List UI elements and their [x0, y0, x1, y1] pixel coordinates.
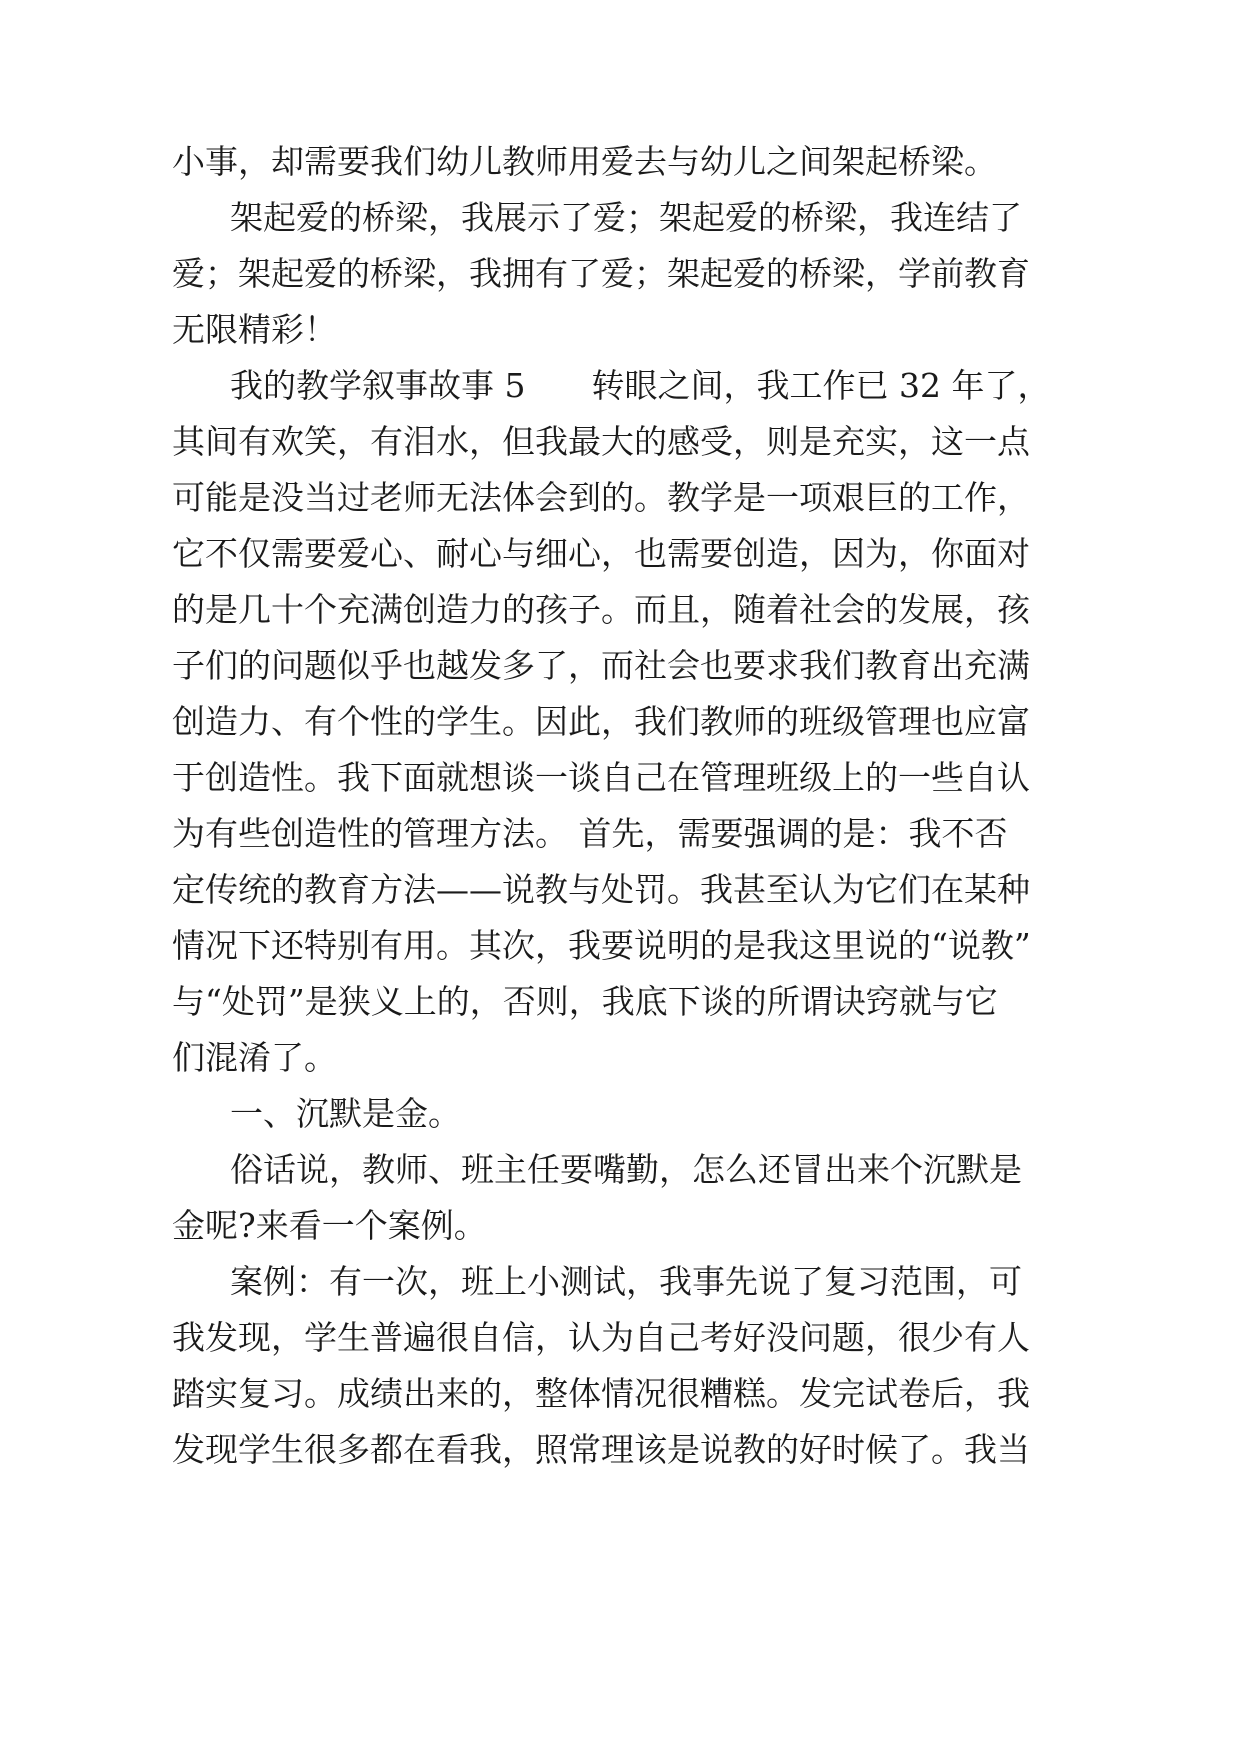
text-line-21: 案例：有一次，班上小测试，我事先说了复习范围，可 [230, 1262, 1022, 1301]
text-line-8: 它不仅需要爱心、耐心与细心，也需要创造，因为，你面对 [172, 534, 1030, 573]
text-line-14: 定传统的教育方法——说教与处罚。我甚至认为它们在某种 [172, 870, 1030, 909]
text-line-4: 无限精彩！ [172, 310, 337, 349]
text-line-12: 于创造性。我下面就想谈一谈自己在管理班级上的一些自认 [172, 758, 1030, 797]
text-line-2: 架起爱的桥梁，我展示了爱；架起爱的桥梁，我连结了 [230, 198, 1022, 237]
text-line-11: 创造力、有个性的学生。因此，我们教师的班级管理也应富 [172, 702, 1030, 741]
text-line-19: 俗话说，教师、班主任要嘴勤，怎么还冒出来个沉默是 [230, 1150, 1022, 1189]
text-line-22: 我发现，学生普遍很自信，认为自己考好没问题，很少有人 [172, 1318, 1030, 1357]
text-line-23: 踏实复习。成绩出来的，整体情况很糟糕。发完试卷后，我 [172, 1374, 1030, 1413]
text-line-6: 其间有欢笑，有泪水，但我最大的感受，则是充实，这一点 [172, 422, 1030, 461]
text-line-13: 为有些创造性的管理方法。 首先，需要强调的是：我不否 [172, 814, 1008, 853]
text-line-1: 小事，却需要我们幼儿教师用爱去与幼儿之间架起桥梁。 [172, 142, 997, 181]
section-heading: 一、沉默是金。 [230, 1094, 461, 1133]
text-line-3: 爱；架起爱的桥梁，我拥有了爱；架起爱的桥梁，学前教育 [172, 254, 1030, 293]
text-line-20: 金呢?来看一个案例。 [172, 1206, 487, 1245]
text-line-10: 子们的问题似乎也越发多了，而社会也要求我们教育出充满 [172, 646, 1030, 685]
text-line-9: 的是几十个充满创造力的孩子。而且，随着社会的发展，孩 [172, 590, 1030, 629]
text-line-17: 们混淆了。 [172, 1038, 337, 1077]
text-line-5: 我的教学叙事故事 5 转眼之间，我工作已 32 年了， [230, 366, 1051, 405]
text-line-16: 与“处罚”是狭义上的，否则，我底下谈的所谓诀窍就与它 [172, 982, 998, 1021]
text-line-24: 发现学生很多都在看我，照常理该是说教的好时候了。我当 [172, 1430, 1030, 1469]
text-line-7: 可能是没当过老师无法体会到的。教学是一项艰巨的工作， [172, 478, 1030, 517]
text-line-15: 情况下还特别有用。其次，我要说明的是我这里说的“说教” [172, 926, 1031, 965]
